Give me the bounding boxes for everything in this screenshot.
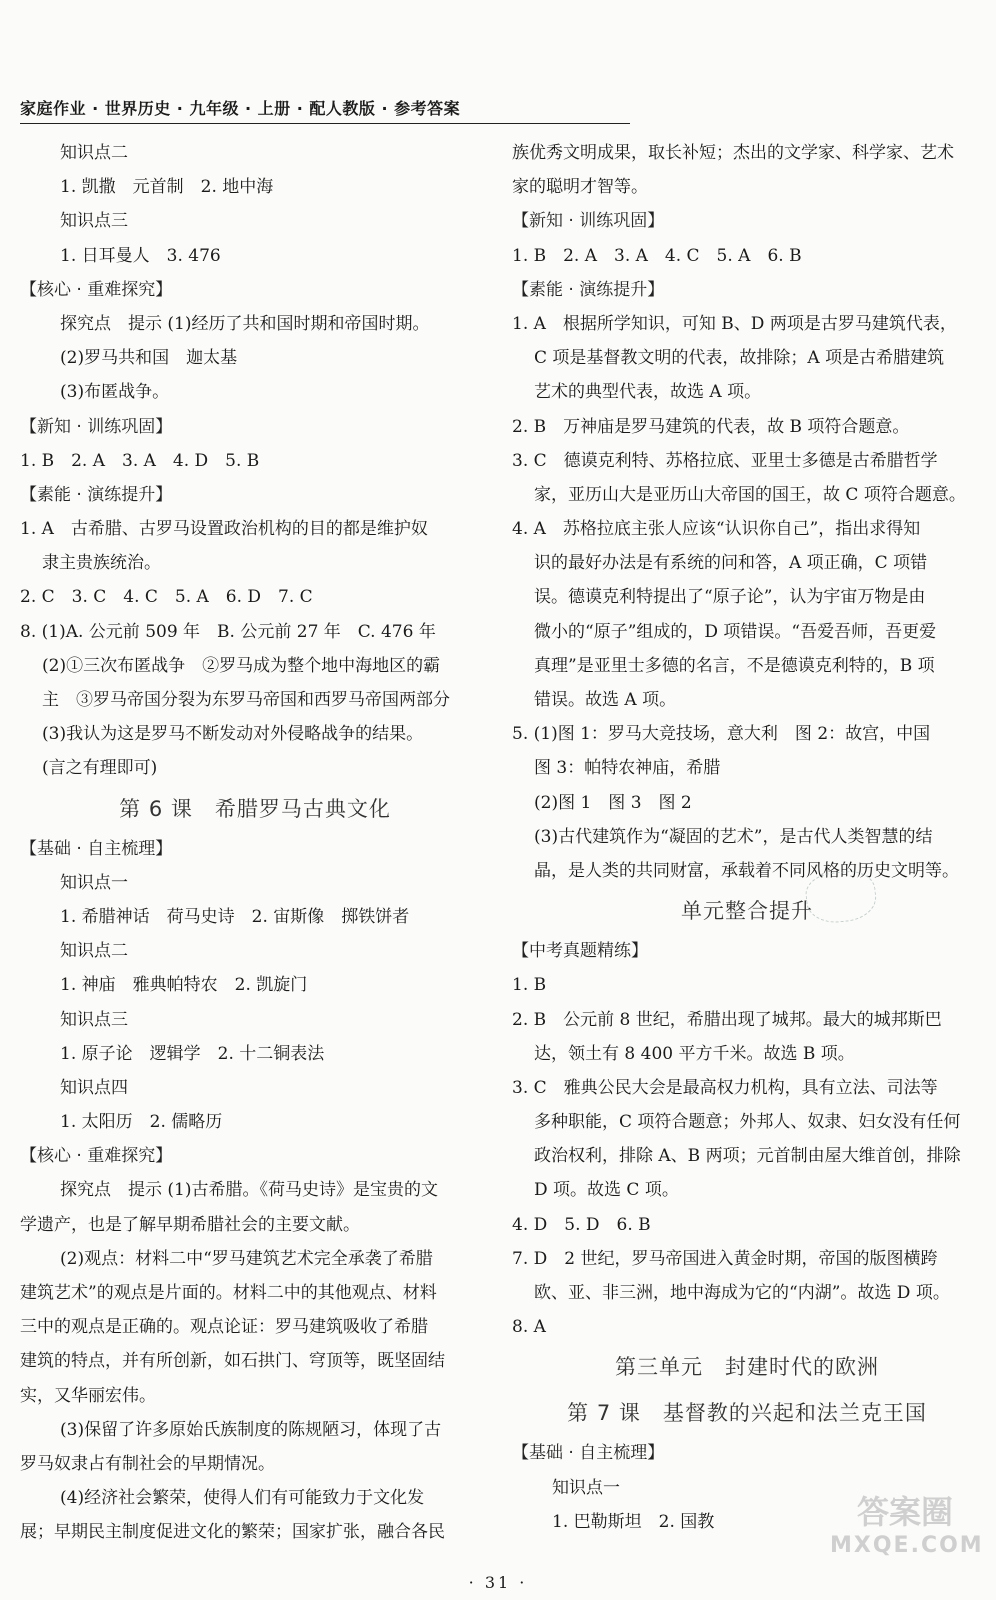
answer-line: 3. C 德谟克利特、苏格拉底、亚里士多德是古希腊哲学 [512, 450, 938, 471]
answer-line: 族优秀文明成果，取长补短；杰出的文学家、科学家、艺术 [512, 143, 954, 163]
section-heading: 【新知 · 训练巩固】 [20, 416, 173, 437]
answer-line: (2)①三次布匿战争 ②罗马成为整个地中海地区的霸 [42, 655, 441, 676]
answer-line: 艺术的典型代表，故选 A 项。 [534, 382, 762, 403]
section-heading: 【素能 · 演练提升】 [512, 279, 665, 300]
right-column [512, 136, 982, 1539]
answer-line: (3)保留了许多原始氏族制度的陈规陋习，体现了古 [60, 1419, 442, 1440]
answer-line: (言之有理即可) [42, 758, 158, 779]
unit-summary-title: 单元整合提升 [681, 899, 813, 924]
answer-line: 1. 巴勒斯坦 2. 国教 [552, 1511, 715, 1532]
watermark-logo: 答案圈 [856, 1493, 953, 1531]
answer-line: 建筑的特点，并有所创新，如石拱门、穹顶等，既坚固结 [20, 1351, 445, 1372]
answer-line: 学遗产，也是了解早期希腊社会的主要文献。 [20, 1214, 360, 1235]
answer-line: 欧、亚、非三洲，地中海成为它的“内湖”。故选 D 项。 [534, 1283, 950, 1303]
answer-line: 1. 希腊神话 荷马史诗 2. 宙斯像 掷铁饼者 [60, 906, 410, 927]
section-heading: 【素能 · 演练提升】 [20, 484, 173, 505]
kp-heading: 知识点三 [60, 211, 128, 232]
answer-line: (3)古代建筑作为“凝固的艺术”，是古代人类智慧的结 [534, 826, 933, 847]
answer-line: 2. B 万神庙是罗马建筑的代表，故 B 项符合题意。 [512, 416, 910, 437]
kp-heading: 知识点一 [552, 1477, 620, 1498]
answer-line: 1. 凯撒 元首制 2. 地中海 [60, 177, 274, 198]
section-heading: 【新知 · 训练巩固】 [512, 211, 665, 232]
answer-line: 5. (1)图 1：罗马大竞技场，意大利 图 2：故宫，中国 [512, 724, 931, 745]
kp-heading: 知识点二 [60, 143, 128, 163]
answer-line: 家的聪明才智等。 [512, 177, 648, 198]
answer-line: 微小的“原子”组成的，D 项错误。“吾爱吾师，吾更爱 [534, 621, 937, 642]
answer-line: 图 3：帕特农神庙，希腊 [534, 758, 721, 779]
answer-line: 建筑艺术”的观点是片面的。材料二中的其他观点、材料 [20, 1283, 437, 1303]
answer-line: 3. C 雅典公民大会是最高权力机构，具有立法、司法等 [512, 1077, 938, 1098]
answer-line: 1. 神庙 雅典帕特农 2. 凯旋门 [60, 975, 308, 996]
section-heading: 【基础 · 自主梳理】 [20, 838, 173, 859]
watermark-domain: MXQE.COM [830, 1533, 984, 1558]
answer-line: 1. A 古希腊、古罗马设置政治机构的目的都是维护奴 [20, 519, 428, 540]
unit-title: 第三单元 封建时代的欧洲 [615, 1355, 879, 1380]
answer-line: 政治权利，排除 A、B 两项；元首制由屋大维首创，排除 [534, 1146, 961, 1167]
answer-line: 7. D 2 世纪，罗马帝国进入黄金时期，帝国的版图横跨 [512, 1248, 938, 1269]
running-header: 家庭作业 · 世界历史 · 九年级 · 上册 · 配人教版 · 参考答案 [20, 96, 630, 124]
left-column [20, 136, 490, 1550]
answer-line: (4)经济社会繁荣，使得人们有可能致力于文化发 [60, 1488, 425, 1509]
section-heading: 【基础 · 自主梳理】 [512, 1443, 665, 1464]
answer-line: (2)观点：材料二中“罗马建筑艺术完全承袭了希腊 [60, 1248, 433, 1269]
answer-line: 三中的观点是正确的。观点论证：罗马建筑吸收了希腊 [20, 1317, 428, 1338]
answer-line: 达，领土有 8 400 平方千米。故选 B 项。 [534, 1043, 855, 1064]
answer-line: D 项。故选 C 项。 [534, 1180, 679, 1201]
answer-line: 误。德谟克利特提出了“原子论”，认为宇宙万物是由 [534, 587, 926, 608]
answer-line: 识的最好办法是有系统的问和答，A 项正确，C 项错 [534, 553, 928, 574]
answer-line: 实，又华丽宏伟。 [20, 1385, 156, 1406]
answer-line: (2)罗马共和国 迦太基 [60, 348, 238, 369]
answer-line: 1. A 根据所学知识，可知 B、D 两项是古罗马建筑代表， [512, 313, 957, 334]
kp-heading: 知识点三 [60, 1009, 128, 1030]
section-heading: 【核心 · 重难探究】 [20, 279, 173, 300]
page-number: · 31 · [468, 1573, 528, 1592]
answer-line: 多种职能，C 项符合题意；外邦人、奴隶、妇女没有任何 [534, 1112, 961, 1133]
kp-heading: 知识点四 [60, 1077, 128, 1098]
answer-line: 1. B 2. A 3. A 4. C 5. A 6. B [512, 245, 802, 266]
answer-line: 4. A 苏格拉底主张人应该“认识你自己”，指出求得知 [512, 519, 921, 540]
answer-line: (3)布匿战争。 [60, 382, 170, 403]
answer-line: 1. 太阳历 2. 儒略历 [60, 1112, 223, 1133]
answer-line: 晶，是人类的共同财富，承载着不同风格的历史文明等。 [534, 860, 959, 881]
answer-line: 1. 原子论 逻辑学 2. 十二铜表法 [60, 1043, 325, 1064]
kp-heading: 知识点一 [60, 872, 128, 893]
site-watermark [830, 1492, 984, 1568]
answer-line: 错误。故选 A 项。 [534, 690, 677, 710]
answer-line: 8. A [512, 1317, 546, 1338]
answer-line: 展；早期民主制度促进文化的繁荣；国家扩张，融合各民 [20, 1522, 445, 1543]
answer-line: 2. B 公元前 8 世纪，希腊出现了城邦。最大的城邦斯巴 [512, 1009, 942, 1030]
section-heading: 【核心 · 重难探究】 [20, 1146, 173, 1167]
answer-line: 1. B [512, 975, 547, 996]
answer-line: 真理”是亚里士多德的名言，不是德谟克利特的，B 项 [534, 655, 935, 676]
answer-line: 8. (1)A. 公元前 509 年 B. 公元前 27 年 C. 476 年 [20, 621, 436, 642]
answer-line: 家，亚历山大是亚历山大帝国的国王，故 C 项符合题意。 [534, 484, 966, 505]
answer-line: 4. D 5. D 6. B [512, 1214, 651, 1235]
lesson-title: 第 7 课 基督教的兴起和法兰克王国 [567, 1401, 927, 1426]
answer-line: 罗马奴隶占有制社会的早期情况。 [20, 1453, 275, 1474]
answer-line: 探究点 提示 (1)古希腊。《荷马史诗》是宝贵的文 [60, 1180, 438, 1201]
lesson-title: 第 6 课 希腊罗马古典文化 [119, 796, 391, 821]
section-heading: 【中考真题精练】 [512, 941, 648, 962]
answer-line: 2. C 3. C 4. C 5. A 6. D 7. C [20, 587, 313, 608]
answer-line: (3)我认为这是罗马不断发动对外侵略战争的结果。 [42, 724, 424, 745]
answer-line: 主 ③罗马帝国分裂为东罗马帝国和西罗马帝国两部分 [42, 690, 450, 710]
answer-line: 隶主贵族统治。 [42, 553, 161, 574]
answer-line: C 项是基督教文明的代表，故排除；A 项是古希腊建筑 [534, 348, 945, 369]
kp-heading: 知识点二 [60, 941, 128, 962]
answer-line: (2)图 1 图 3 图 2 [534, 792, 692, 813]
answer-line: 1. B 2. A 3. A 4. D 5. B [20, 450, 260, 471]
answer-line: 1. 日耳曼人 3. 476 [60, 245, 221, 266]
answer-line: 探究点 提示 (1)经历了共和国时期和帝国时期。 [60, 313, 430, 334]
